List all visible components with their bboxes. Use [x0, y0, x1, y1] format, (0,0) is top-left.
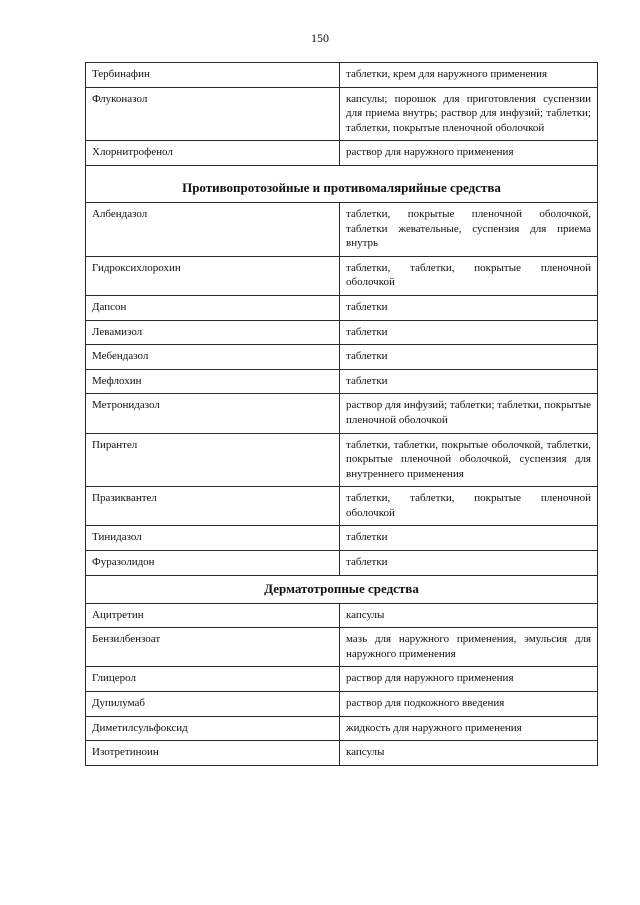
dosage-form: капсулы; порошок для приготовления суспензии для приема внутрь; раствор для инфузий; таблетки; таблетки, покрытые пленочной оболочкой: [340, 87, 598, 141]
table-row: [86, 433, 598, 487]
dosage-form: раствор для наружного применения: [340, 141, 598, 166]
drug-name: Левамизол: [86, 320, 340, 345]
dosage-form: жидкость для наружного применения: [340, 716, 598, 741]
drug-name: Тинидазол: [86, 526, 340, 551]
page-number: 150: [311, 31, 329, 45]
dosage-form: таблетки, крем для наружного применения: [340, 63, 598, 88]
table-row: [86, 667, 598, 692]
drug-name: Гидроксихлорохин: [86, 256, 340, 295]
dosage-form: мазь для наружного применения, эмульсия для наружного применения: [340, 628, 598, 667]
table-row: [86, 603, 598, 628]
table-row: [86, 202, 598, 256]
dosage-form: раствор для наружного применения: [340, 667, 598, 692]
drug-name: Фуразолидон: [86, 551, 340, 576]
dosage-form: таблетки: [340, 345, 598, 370]
table-row: [86, 63, 598, 88]
dosage-form: таблетки, таблетки, покрытые пленочной оболочкой: [340, 487, 598, 526]
dosage-form: раствор для подкожного введения: [340, 692, 598, 717]
table-row: [86, 256, 598, 295]
dosage-form: капсулы: [340, 741, 598, 766]
table-row: [86, 741, 598, 766]
drug-name: Бензилбензоат: [86, 628, 340, 667]
dosage-form: таблетки: [340, 320, 598, 345]
dosage-form: таблетки, таблетки, покрытые пленочной оболочкой: [340, 256, 598, 295]
drug-name: Пирантел: [86, 433, 340, 487]
drug-name: Изотретиноин: [86, 741, 340, 766]
drug-name: Хлорнитрофенол: [86, 141, 340, 166]
dosage-form: таблетки: [340, 295, 598, 320]
table-row: [86, 87, 598, 141]
drug-name: Метронидазол: [86, 394, 340, 433]
table-row: [86, 716, 598, 741]
drug-name: Глицерол: [86, 667, 340, 692]
section-header-row: [86, 575, 598, 603]
dosage-form: таблетки, таблетки, покрытые оболочкой, таблетки, покрытые пленочной оболочкой, суспензия для внутреннего применения: [340, 433, 598, 487]
drug-name: Диметилсульфоксид: [86, 716, 340, 741]
drug-name: Дапсон: [86, 295, 340, 320]
section-header-row: [86, 165, 598, 202]
dosage-form: таблетки: [340, 369, 598, 394]
drug-name: Празиквантел: [86, 487, 340, 526]
drug-name: Дупилумаб: [86, 692, 340, 717]
drug-name: Мебендазол: [86, 345, 340, 370]
table-row: [86, 141, 598, 166]
dosage-form: таблетки, покрытые пленочной оболочкой, таблетки жевательные, суспензия для приема внутрь: [340, 202, 598, 256]
table-row: [86, 628, 598, 667]
table-row: [86, 295, 598, 320]
table-row: [86, 369, 598, 394]
dosage-form: капсулы: [340, 603, 598, 628]
drug-name: Албендазол: [86, 202, 340, 256]
section-title: Противопротозойные и противомалярийные средства: [86, 165, 598, 202]
drug-name: Тербинафин: [86, 63, 340, 88]
table-row: [86, 692, 598, 717]
table-row: [86, 394, 598, 433]
dosage-form: таблетки: [340, 526, 598, 551]
table-row: [86, 487, 598, 526]
drug-name: Ацитретин: [86, 603, 340, 628]
drug-table: [85, 62, 598, 766]
dosage-form: раствор для инфузий; таблетки; таблетки, покрытые пленочной оболочкой: [340, 394, 598, 433]
table-row: [86, 526, 598, 551]
drug-name: Мефлохин: [86, 369, 340, 394]
table-row: [86, 345, 598, 370]
dosage-form: таблетки: [340, 551, 598, 576]
table-row: [86, 551, 598, 576]
drug-name: Флуконазол: [86, 87, 340, 141]
section-title: Дерматотропные средства: [86, 575, 598, 603]
table-row: [86, 320, 598, 345]
